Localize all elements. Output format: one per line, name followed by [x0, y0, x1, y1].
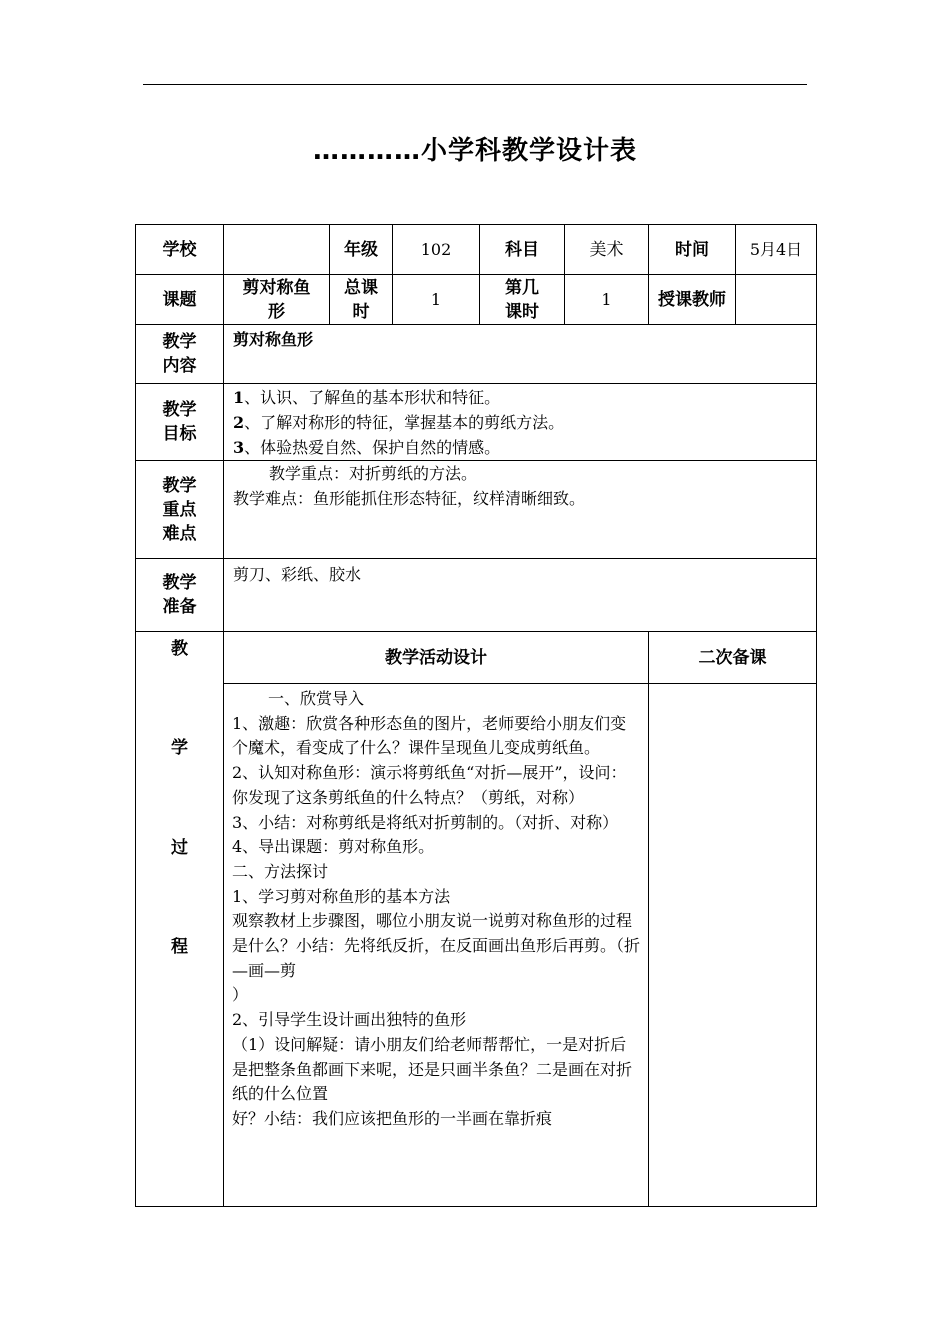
activity-design-text — [224, 684, 649, 1207]
total-periods-label: 总课时 — [330, 275, 393, 325]
process-line: 好？小结：我们应该把鱼形的一半画在靠折痕 — [232, 1108, 553, 1128]
key-points-label: 教学重点难点 — [136, 461, 224, 559]
process-line: 观察教材上步骤图，哪位小朋友说一说剪对称鱼形的过程是什么？小结：先将纸反折，在反面画出鱼形后再剪。（折—画—剪 — [232, 911, 641, 980]
difficulty-text: 教学难点：鱼形能抓住形态特征，纹样清晰细致。 — [233, 489, 586, 508]
teacher-label: 授课教师 — [649, 275, 736, 325]
grade-label: 年级 — [330, 225, 393, 275]
key-point-text: 教学重点：对折剪纸的方法。 — [269, 464, 478, 483]
process-side-label — [136, 632, 224, 1207]
header-rule — [143, 84, 807, 85]
page-title: …………小学科教学设计表 — [312, 136, 637, 166]
total-periods-value: 1 — [393, 275, 480, 325]
time-label: 时间 — [649, 225, 736, 275]
info-row-1 — [136, 225, 817, 275]
process-header-row — [136, 632, 817, 684]
activity-design-header: 教学活动设计 — [224, 632, 649, 684]
process-body-row — [136, 684, 817, 1207]
subject-value: 美术 — [565, 225, 649, 275]
process-line: 2、认知对称鱼形：演示将剪纸鱼“对折—展开”，设问：你发现了这条剪纸鱼的什么特点？（剪纸，对称） — [232, 763, 627, 807]
school-value — [224, 225, 330, 275]
process-char: 过 — [171, 838, 188, 858]
process-line: 3、小结：对称剪纸是将纸对折剪制的。（对折、对称） — [232, 812, 619, 832]
topic-value: 剪对称鱼形 — [224, 275, 330, 325]
info-row-2 — [136, 275, 817, 325]
process-line: 二、方法探讨 — [232, 861, 329, 881]
content-label: 教学内容 — [136, 325, 224, 384]
period-no-label: 第几课时 — [480, 275, 565, 325]
key-points-cell — [224, 461, 817, 559]
goal-item: 1、认识、了解鱼的基本形状和特征。 — [233, 388, 501, 407]
second-prep-header: 二次备课 — [649, 632, 817, 684]
preparation-text: 剪刀、彩纸、胶水 — [224, 559, 817, 632]
grade-value: 102 — [393, 225, 480, 275]
content-row — [136, 325, 817, 384]
teacher-value — [736, 275, 817, 325]
process-line: （1）设问解疑：请小朋友们给老师帮帮忙，一是对折后是把整条鱼都画下来呢，还是只画半条鱼？二是画在对折纸的什么位置 — [232, 1034, 633, 1104]
goal-item: 2、了解对称形的特征，掌握基本的剪纸方法。 — [233, 413, 565, 432]
second-prep-cell — [649, 684, 817, 1207]
process-char: 教 — [171, 639, 188, 659]
process-char: 程 — [171, 937, 188, 957]
process-line: 4、导出课题：剪对称鱼形。 — [232, 837, 435, 857]
school-label: 学校 — [136, 225, 224, 275]
goals-list — [224, 384, 817, 461]
process-char: 学 — [171, 738, 188, 758]
goal-item: 3、体验热爱自然、保护自然的情感。 — [233, 438, 501, 457]
goals-label: 教学目标 — [136, 384, 224, 461]
process-line: 一、欣赏导入 — [268, 689, 365, 708]
process-line: ） — [232, 985, 249, 1005]
period-no-value: 1 — [565, 275, 649, 325]
content-text: 剪对称鱼形 — [224, 325, 817, 384]
preparation-label: 教学准备 — [136, 559, 224, 632]
key-points-row — [136, 461, 817, 559]
process-line: 2、引导学生设计画出独特的鱼形 — [232, 1010, 467, 1030]
topic-label: 课题 — [136, 275, 224, 325]
preparation-row — [136, 559, 817, 632]
subject-label: 科目 — [480, 225, 565, 275]
time-value: 5月4日 — [736, 225, 817, 275]
goals-row — [136, 384, 817, 461]
lesson-plan-table — [135, 224, 817, 1207]
process-line: 1、学习剪对称鱼形的基本方法 — [232, 886, 451, 906]
process-line: 1、激趣：欣赏各种形态鱼的图片，老师要给小朋友们变个魔术，看变成了什么？课件呈现鱼儿变成剪纸鱼。 — [232, 713, 627, 758]
